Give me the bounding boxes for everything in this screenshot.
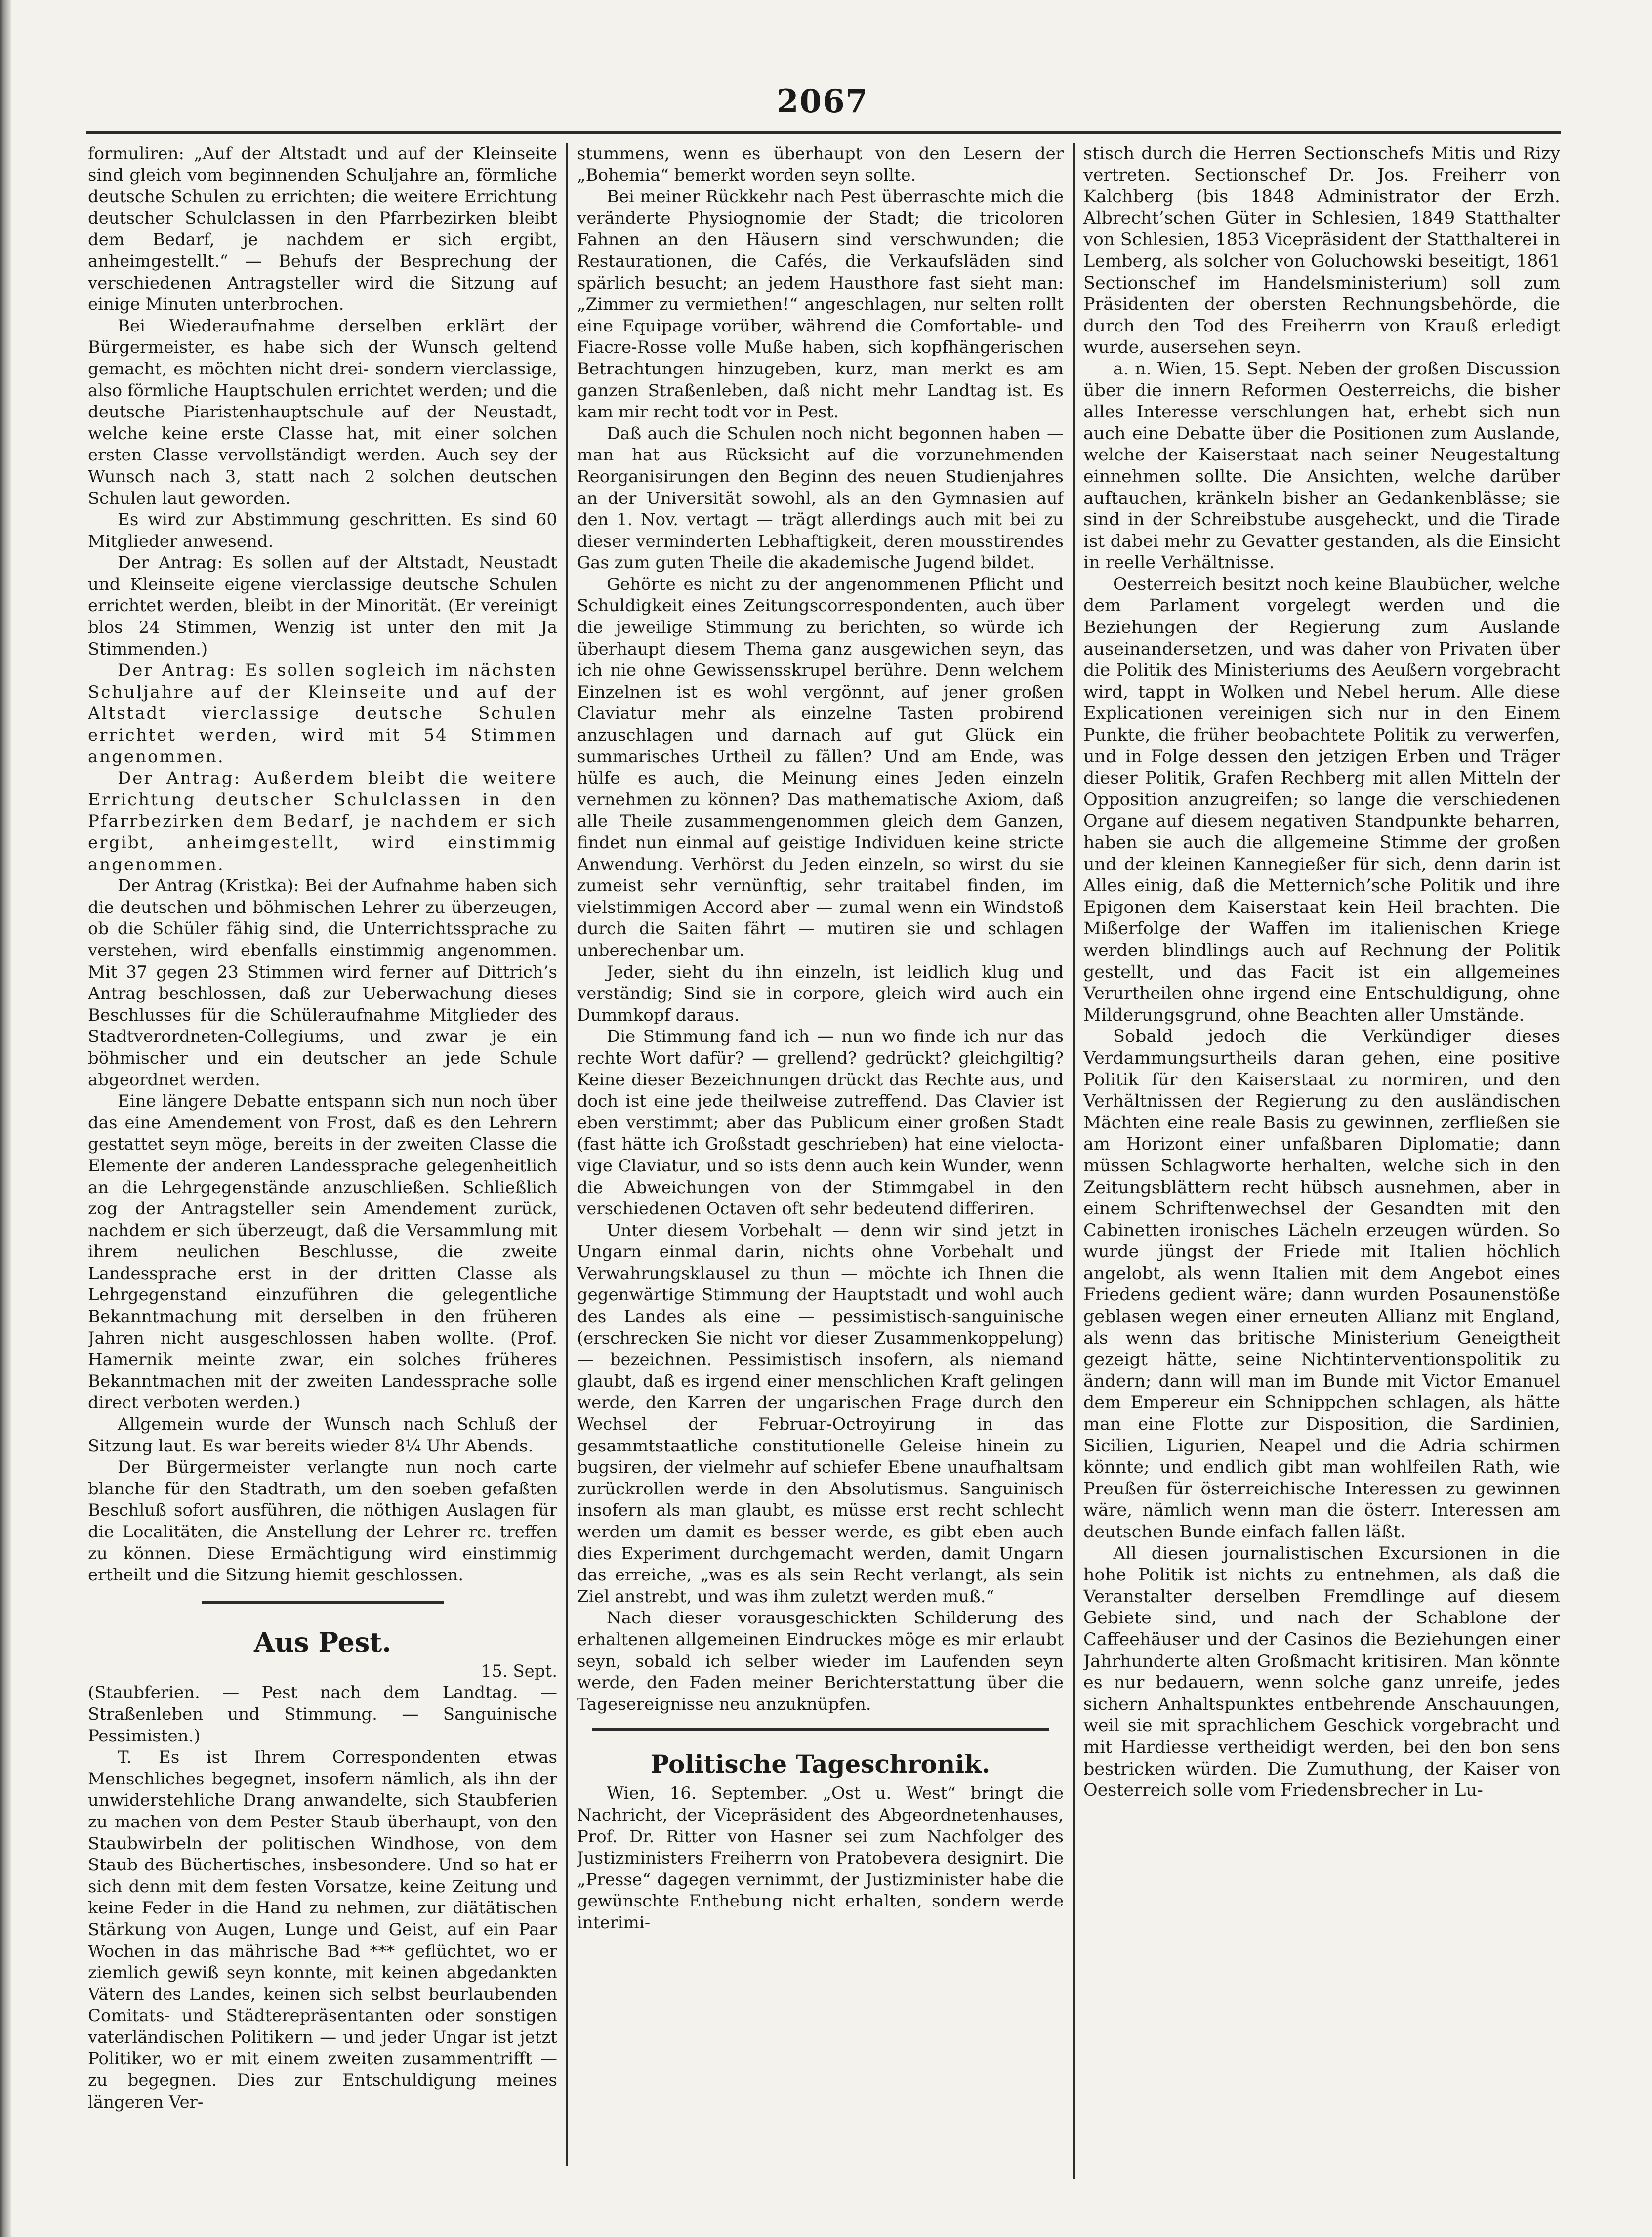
col3-paragraph-1: stisch durch die Herren Sectionschefs Mitis und Rizy vertreten. Sectionschef Dr. Jos. Freiherr von Kalchberg (bis 1848 Administrator der Erzh. Albrecht’schen Güter in Schlesien, 1849 Statthalter von Schlesien, 1853 Vicepräsident der Statthalterei in Lemberg, als solcher von Goluchowski beseitigt, 1861 Sectionschef im Handelsministerium) soll zum Präsidenten der obersten Rechnungsbehörde, die durch den Tod des Freiherrn von Krauß erledigt wurde, ausersehen seyn. [1083,144,1560,358]
col2-paragraph-4: Gehörte es nicht zu der angenommenen Pflicht und Schuldigkeit eines Zeitungscorrespondenten, auch über die jeweilige Stimmung zu berichten, so würde ich überhaupt diesem Thema ganz ausgewichen seyn, das ich nie ohne Gewissensskrupel berühre. Denn welchem Einzelnen ist es wohl vergönnt, auf jener großen Claviatur mehr als einzelne Tasten probirend anzuschlagen und darnach auf gut Glück ein summarisches Urtheil zu fällen? Und am Ende, was hülfe es auch, die Meinung eines Jeden einzeln vernehmen zu können? Das mathematische Axiom, daß alle Theile zusammengenommen gleich dem Ganzen, findet nun einmal auf geistige Individuen keine stricte Anwendung. Verhörst du Jeden einzeln, so wirst du sie zumeist sehr vernünftig, sehr traitabel finden, im vielstimmigen Accord aber — zumal wenn ein Windstoß durch die Saiten fährt — mutiren sie und schlagen unberechenbar um. [577,574,1064,960]
col1-paragraph-4: Der Antrag: Es sollen auf der Altstadt, Neustadt und Kleinseite eigene vierclassige deutsche Schulen errichtet werden, bleibt in der Minorität. (Er vereinigt blos 24 Stimmen, Wenzig ist unter den mit Ja Stimmenden.) [88,553,557,659]
col2-paragraph-5: Jeder, sieht du ihn einzeln, ist leidlich klug und verständig; Sind sie in corpore, gleich wird auch ein Dummkopf daraus. [577,962,1064,1025]
col2-paragraph-3: Daß auch die Schulen noch nicht begonnen haben — man hat aus Rücksicht auf die vorzunehmenden Reorganisirungen den Beginn des neuen Studienjahres an der Universität sowohl, als an den Gymnasien auf den 1. Nov. vertagt — trägt allerdings auch mit bei zu dieser verminderten Lebhaftigkeit, deren mousstirendes Gas zum guten Theile die akademische Jugend bildet. [577,423,1064,573]
column-1 [88,143,557,2179]
col1-paragraph-3: Es wird zur Abstimmung geschritten. Es sind 60 Mitglieder anwesend. [88,510,557,551]
col2-paragraph-2: Bei meiner Rückkehr nach Pest überraschte mich die veränderte Physiognomie der Stadt; die tricoloren Fahnen an den Häusern sind verschwunden; die Restaurationen, die Cafés, die Verkaufsläden sind spärlich besucht; an jedem Hausthore fast sieht man: „Zimmer zu vermiethen!“ angeschlagen, nur selten rollt eine Equipage vorüber, während die Comfortable- und Fiacre-Rosse volle Muße haben, sich kopfhängerischen Betrachtungen hinzugeben, kurz, man merkt es am ganzen Straßenleben, daß nicht mehr Landtag ist. Es kam mir recht todt vor in Pest. [577,187,1064,422]
col2-paragraph-1: stummens, wenn es überhaupt von den Lesern der „Bohemia“ bemerkt worden seyn sollte. [577,144,1064,185]
col2-paragraph-6: Die Stimmung fand ich — nun wo finde ich nur das rechte Wort dafür? — grellend? gedrückt? gleichgiltig? Keine dieser Bezeichnungen drückt das Rechte aus, und doch ist eine jede theilweise zutreffend. Das Clavier ist eben verstimmt; aber das Publicum einer großen Stadt (fast hätte ich Großstadt geschrieben) hat eine vieloctavige Claviatur, und so ists denn auch kein Wunder, wenn die Abweichungen von der Stimmgabel in den verschiedenen Octaven oft sehr bedeutend differiren. [577,1027,1064,1219]
section-divider [202,1601,444,1604]
dateline-15-sept: 15. Sept. [481,1661,557,1681]
scan-binding-edge [0,0,11,2237]
col1-paragraph-8: Eine längere Debatte entspann sich nun noch über das eine Amendement von Frost, daß es den Lehrern gestattet seyn möge, bereits in der zweiten Classe die Elemente der anderen Landessprache gelegenheitlich an die Lehrgegenstände anzuschließen. Schließlich zog der Antragsteller sein Amendement zurück, nachdem er sich überzeugt, daß die Versammlung mit ihrem neulichen Beschlusse, die zweite Landessprache erst in der dritten Classe als Lehrgegenstand einzuführen die gelegentliche Bekanntmachung mit derselben in den früheren Jahren nicht ausgeschlossen haben wollte. (Prof. Hamernik meinte zwar, ein solches früheres Bekanntmachen mit der zweiten Landessprache solle direct verboten werden.) [88,1091,557,1413]
col2-paragraph-8: Nach dieser vorausgeschickten Schilderung des erhaltenen allgemeinen Eindruckes möge es mir erlaubt seyn, sobald ich selber wieder im Laufenden seyn werde, den Faden meiner Berichterstattung über die Tagesereignisse neu anzuknüpfen. [577,1608,1064,1714]
col1-paragraph-9: Allgemein wurde der Wunsch nach Schluß der Sitzung laut. Es war bereits wieder 8¼ Uhr Abends. [88,1414,557,1456]
page-number: 2067 [777,83,869,120]
column-2 [577,143,1064,2179]
column-divider-1 [566,143,568,2166]
col1-paragraph-2: Bei Wiederaufnahme derselben erklärt der Bürgermeister, es habe sich der Wunsch geltend gemacht, es möchten nicht drei- sondern vierclassige, also förmliche Hauptschulen errichtet werden; und die deutsche Piaristenhauptschule auf der Neustadt, welche keine erste Classe hat, mit einer solchen ersten Classe vervollständigt werden. Auch sey der Wunsch nach 3, statt nach 2 solchen deutschen Schulen laut geworden. [88,316,557,508]
column-divider-2 [1073,143,1075,2179]
col1-paragraph-11: T. Es ist Ihrem Correspondenten etwas Menschliches begegnet, insofern nämlich, als ihn der unwiderstehliche Drang anwandelte, sich Staubferien zu machen von dem Pester Staub überhaupt, von den Staubwirbeln der politischen Windhose, von dem Staub des Büchertisches, insbesondere. Und so hat er sich denn mit dem festen Vorsatze, keine Zeitung und keine Feder in die Hand zu nehmen, zur diätätischen Stärkung von Augen, Lunge und Geist, auf ein Paar Wochen in das mährische Bad *** geflüchtet, wo er ziemlich gewiß seyn konnte, mit keinen abgedankten Vätern des Landes, keinen sich selbst beurlaubenden Comitats- und Städterepräsentanten oder sonstigen vaterländischen Politikern — und jeder Ungar ist jetzt Politiker, wo er mit einem zweiten zusammentrifft — zu begegnen. Dies zur Entschuldigung meines längeren Ver- [88,1747,557,2112]
col3-paragraph-2: a. n. Wien, 15. Sept. Neben der großen Discussion über die innern Reformen Oesterreichs, die bisher alles Interesse verschlungen hat, erhebt sich nun auch eine Debatte über die Positionen zum Auslande, welche der Kaiserstaat nach seiner Neugestaltung einnehmen sollte. Die Ansichten, welche darüber auftauchen, kränkeln bisher an Gedankenblässe; sie sind in der Schreibstube ausgeheckt, und die Tirade ist dabei mehr zu Gevatter gestanden, als die Einsicht in reelle Verhältnisse. [1083,359,1560,573]
section-divider [592,1728,1049,1731]
col1-paragraph-1: formuliren: „Auf der Altstadt und auf der Kleinseite sind gleich vom beginnenden Schuljahre an, förmliche deutsche Schulen zu errichten; die weitere Errichtung deutscher Schulclassen in den Pfarrbezirken bleibt dem Bedarf, je nachdem er sich ergibt, anheimgestellt.“ — Behufs der Besprechung der verschiedenen Antragsteller wird die Sitzung auf einige Minuten unterbrochen. [88,144,557,315]
section-heading-aus-pest: Aus Pest. [253,1626,391,1658]
col1-paragraph-7: Der Antrag (Kristka): Bei der Aufnahme haben sich die deutschen und böhmischen Lehrer zu überzeugen, ob die Schüler fähig sind, die Unterrichtssprache zu verstehen, wird ebenfalls einstimmig angenommen. Mit 37 gegen 23 Stimmen wird ferner auf Dittrich’s Antrag beschlossen, daß zur Ueberwachung dieses Beschlusses für die Schüleraufnahme Mitglieder des Stadtverordneten-Collegiums, und zwar je ein böhmischer und ein deutscher an jede Schule abgeordnet werden. [88,876,557,1090]
col1-paragraph-5: Der Antrag: Es sollen sogleich im nächsten Schuljahre auf der Kleinseite und auf der Altstadt vierclassige deutsche Schulen errichtet werden, wird mit 54 Stimmen angenommen. [88,661,557,767]
header-rule [86,131,1561,134]
column-3 [1083,143,1560,2179]
col3-paragraph-3: Oesterreich besitzt noch keine Blaubücher, welche dem Parlament vorgelegt werden und die Beziehungen der Regierung zum Auslande auseinandersetzen, und was daher von Privaten über die Politik des Ministeriums des Aeußern vorgebracht wird, tappt in Wolken und Nebel herum. Alle diese Explicationen vereinigen sich nur in den Einem Punkte, die früher beobachtete Politik zu verwerfen, und in Folge dessen den jetzigen Erben und Träger dieser Politik, Grafen Rechberg mit allen Mitteln der Opposition anzugreifen; so lange die verschiedenen Organe auf diesem negativen Standpunkte beharren, haben sie auch die allgemeine Stimme der großen und der kleinen Kannegießer für sich, denn darin ist Alles einig, daß die Metternich’sche Politik und ihre Epigonen dem Kaiserstaat kein Heil brachten. Die Mißerfolge der Waffen im italienischen Kriege werden blindlings auch auf Rechnung der Politik gestellt, und das Facit ist ein allgemeines Verurtheilen ohne irgend eine Entschuldigung, ohne Milderungsgrund, ohne Beachten aller Umstände. [1083,574,1560,1025]
col2-paragraph-9: Wien, 16. September. „Ost u. West“ bringt die Nachricht, der Vicepräsident des Abgeordnetenhauses, Prof. Dr. Ritter von Hasner sei zum Nachfolger des Justizministers Freiherrn von Pratobevera designirt. Die „Presse“ dagegen vernimmt, der Justizminister habe die gewünschte Enthebung nicht erhalten, sondern werde interimi- [577,1783,1064,1933]
col1-paragraph-10: Der Bürgermeister verlangte nun noch carte blanche für den Stadtrath, um den soeben gefaßten Beschluß sofort ausführen, die nöthigen Auslagen für die Localitäten, die Anstellung der Lehrer rc. treffen zu können. Diese Ermächtigung wird einstimmig ertheilt und die Sitzung hiemit geschlossen. [88,1457,557,1585]
col1-paragraph-6: Der Antrag: Außerdem bleibt die weitere Errichtung deutscher Schulclassen in den Pfarrbezirken dem Bedarf, je nachdem er sich ergibt, anheimgestellt, wird einstimmig angenommen. [88,768,557,874]
section-heading-politische-tageschronik: Politische Tageschronik. [650,1749,991,1779]
col3-paragraph-5: All diesen journalistischen Excursionen in die hohe Politik ist nichts zu entnehmen, als daß die Veranstalter derselben Fremdlinge auf diesem Gebiete sind, und nach der Schablone der Caffeehäuser und der Casinos die Beziehungen einer Jahrhunderte alten Großmacht kritisiren. Man könnte es nur bedauern, wenn solche ganz unreife, jedes sichern Anhaltspunktes entbehrende Anschauungen, weil sie mit sprachlichem Geschick vorgebracht und mit Hardiesse vertheidigt werden, bei den bon sens bestricken würden. Die Zumuthung, der Kaiser von Oesterreich solle vom Friedensbrecher in Lu- [1083,1543,1560,1801]
article-subtitle: (Staubferien. — Pest nach dem Landtag. — Straßenleben und Stimmung. — Sanguinische Pessimisten.) [88,1683,557,1746]
col3-paragraph-4: Sobald jedoch die Verkündiger dieses Verdammungsurtheils daran gehen, eine positive Politik für den Kaiserstaat zu normiren, und den Verhältnissen der Regierung zu den ausländischen Mächten eine reale Basis zu gewinnen, zerfließen sie am Horizont einer unfaßbaren Diplomatie; dann müssen Schlagworte herhalten, welche sich in den Zeitungsblättern recht hübsch ausnehmen, aber in einem Schriftenwechsel der Gesandten mit den Cabinetten ironisches Lächeln erzeugen würden. So wurde jüngst der Friede mit Italien höchlich angelobt, als wenn Italien mit dem Angebot eines Friedens gedient wäre; dann wurden Posaunenstöße geblasen wegen einer erneuten Allianz mit England, als wenn das britische Ministerium Geneigtheit gezeigt hätte, seine Nichtinterventionspolitik zu ändern; dann will man im Bunde mit Victor Emanuel dem Empereur ein Schnippchen schlagen, als hätte man eine Flotte zur Disposition, die Sardinien, Sicilien, Ligurien, Neapel und die Adria schirmen könnte; und endlich gibt man wohlfeilen Rath, wie Preußen für österreichische Interessen zu gewinnen wäre, nämlich wenn man die österr. Interessen am deutschen Bunde einfach fallen läßt. [1083,1027,1560,1542]
col2-paragraph-7: Unter diesem Vorbehalt — denn wir sind jetzt in Ungarn einmal darin, nichts ohne Vorbehalt und Verwahrungsklausel zu thun — möchte ich Ihnen die gegenwärtige Stimmung der Hauptstadt und wohl auch des Landes als eine — pessimistisch-sanguinische (erschrecken Sie nicht vor dieser Zusammenkoppelung) — bezeichnen. Pessimistisch insofern, als niemand glaubt, daß es irgend einer menschlichen Kraft gelingen werde, den Karren der ungarischen Frage durch den Wechsel der Februar-Octroyirung in das gesammtstaatliche constitutionelle Geleise hinein zu bugsiren, der vielmehr auf schiefer Ebene unaufhaltsam zurückrollen werde in den Absolutismus. Sanguinisch insofern als man glaubt, es müsse erst recht schlecht werden um damit es besser werde, es gibt eben auch dies Experiment durchgemacht werden, damit Ungarn das erreiche, „was es als sein Recht verlangt, als sein Ziel anstrebt, und was ihm zuletzt werden muß.“ [577,1220,1064,1607]
